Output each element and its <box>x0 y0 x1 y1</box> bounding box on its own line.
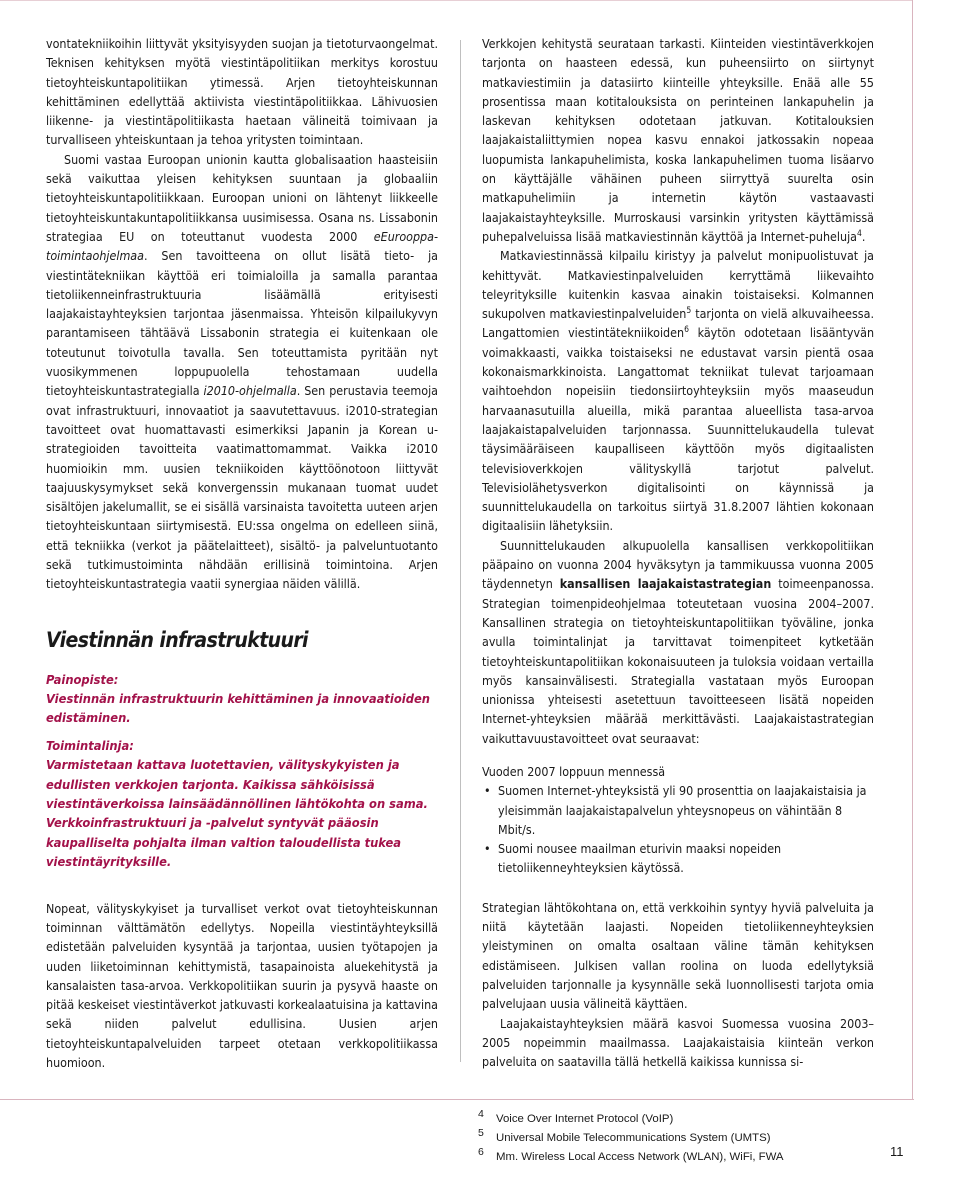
text-run: . <box>861 228 866 244</box>
page-frame-top <box>0 0 913 1</box>
left-paragraph-3: Nopeat, välityskykyiset ja turvalliset verkot ovat tietoyhteiskunnan toiminnan välttämätön edellytys. Nopeilla viestintäyhteyksillä edistetään palveluiden kysyntää ja tarjontaa, uusien työtapojen ja uuden liiketoiminnan kehittymistä, tasapainoista aluekehitystä ja kansalaisten tasa-arvoa. Verkkopolitiikan suurin ja pysyvä haaste on pitää keskeiset viestintäverkot jatkuvasti korkealaatuisina ja kattavina sekä niiden palvelut edullisina. Uusien arjen tietoyhteiskuntapalveluiden tarpeet otetaan verkkopolitiikassa huomioon. <box>46 900 438 1071</box>
right-paragraph-5: Laajakaistayhteyksien määrä kasvoi Suomessa vuosina 2003–2005 nopeimmin maailmassa. Laajakaistaisia kiinteän verkon palveluita on saatavilla tällä hetkellä kaikissa kunnissa si- <box>482 1015 874 1070</box>
footnote-ref-5: 5 <box>686 306 692 317</box>
footnote-number: 4 <box>478 1108 484 1120</box>
footnote-text: Voice Over Internet Protocol (VoIP) <box>496 1113 674 1125</box>
text-run: käytön odotetaan lisääntyvän voimakkaasti, vaikka toistaiseksi ne edustavat varsin pientä osaa kokonaismarkkinoista. Langattomat tekniikat tulevat tarjoamaan vaihtoehdon nopeisiin tiedonsiirtoyhteyksiin myös maaseudun harvaanasutuilla alueilla, mikä parantaa alueellista tasa-arvoa laajakaistapalveluiden tarjonnassa. Suunnittelukaudella tulevat täysimääräiseen kaupalliseen käyttöön myös digitaalisten televisioverkkojen välityskyllä tarjotut palvelut. Televisiolähetysverkon digitalisointi on käynnissä ja suunnittelukaudella on tarkoitus siirtyä 31.8.2007 lähtien kokonaan digitaalisiin lähetyksiin. <box>482 325 875 534</box>
footnote-text: Mm. Wireless Local Access Network (WLAN), WiFi, FWA <box>496 1151 784 1163</box>
page-frame-bottom <box>0 1099 914 1100</box>
policy-focus-box <box>46 671 438 873</box>
left-paragraph-1: vontatekniikoihin liittyvät yksityisyyden suojan ja tietoturvaongelmat. Teknisen kehityksen myötä viestintäpolitiikan merkitys korostuu tietoyhteiskuntapolitiikan ytimessä. Arjen tietoyhteiskunnan kehittäminen edellyttää aktiivista viestintäpolitiikkaa. Lähivuosien liikenne- ja viestintäpolitiikasta haetaan välineitä toimivaan ja turvalliseen yhteiskuntaan ja tehoa yritysten toimintaan. <box>46 36 438 148</box>
footnotes <box>478 1110 858 1167</box>
left-paragraph-2 <box>46 150 438 594</box>
footnote-6 <box>478 1148 858 1167</box>
document-page <box>46 34 876 1094</box>
column-divider <box>460 40 461 1062</box>
bullet-icon: • <box>484 841 491 857</box>
right-paragraph-2 <box>482 246 874 535</box>
footnote-number: 6 <box>478 1146 484 1158</box>
spacer <box>482 878 874 898</box>
footnote-4 <box>478 1110 858 1129</box>
list-item <box>482 839 874 878</box>
focus-text: Viestinnän infrastruktuurin kehittäminen ja innovaatioiden edistäminen. <box>46 692 430 727</box>
footnote-number: 5 <box>478 1127 484 1139</box>
emphasis-eeurope: eEurooppa-toimintaohjelmaa <box>46 228 438 264</box>
right-column <box>482 34 874 1071</box>
focus-label: Painopiste: <box>46 672 119 688</box>
text-run: Matkaviestinnässä kilpailu kiristyy ja palvelut monipuolistuvat ja kehittyvät. Matkaviestinpalveluiden kerryttämä liikevaihto teleyrityksille kuitenkin kasvaa ainakin toistaiseksi. Kolmannen sukupolven matkaviestinpalveluiden <box>482 248 874 322</box>
target-list <box>482 781 874 877</box>
list-item-text: Suomen Internet-yhteyksistä yli 90 prosenttia on laajakaistaisia ja yleisimmän laajakaistapalvelun yhteysnopeus on vähintään 8 Mbit/s. <box>498 783 867 837</box>
line-label: Toimintalinja: <box>46 738 134 754</box>
list-item-text: Suomi nousee maailman eturivin maaksi nopeiden tietoliikenneyhteyksien käytössä. <box>498 841 782 876</box>
left-column <box>46 34 438 1072</box>
spacer <box>482 748 874 762</box>
right-paragraph-3 <box>482 536 874 748</box>
text-run: tarjonta on vielä alkuvaiheessa. Langattomien viestintätekniikoiden <box>482 306 874 341</box>
footnote-text: Universal Mobile Telecommunications System (UMTS) <box>496 1132 771 1144</box>
text-run: . Sen tavoitteena on ollut lisätä tieto- ja viestintätekniikan käyttöä eri toimialoilla ja samalla parantaa tietoliikenneinfrastruktuuria lisäämällä erityisesti laajakaistayhteyksien tarjontaa jäsenmaissa. Yhteisön kilpailukyvyn parantamiseen tähtäävä Lissabonin strategia ei kuitenkaan ole toteutunut toivotulla tavalla. Sen toteuttamista pyritään nyt vuosikymmenen loppupuolella tehostamaan uudella tietoyhteiskuntastrategialla <box>46 248 438 399</box>
list-item <box>482 781 874 839</box>
page-number: 11 <box>890 1144 904 1159</box>
bold-strategy-name: kansallisen laajakaistastrategian <box>559 576 772 592</box>
right-paragraph-1 <box>482 34 874 246</box>
emphasis-i2010: i2010-ohjelmalla <box>203 383 297 399</box>
footnote-5 <box>478 1129 858 1148</box>
section-heading: Viestinnän infrastruktuuri <box>46 627 308 652</box>
text-run: toimeenpanossa. Strategian toimenpideohjelmaa toteutetaan vuosina 2004–2007. Kansallinen strategia on tietoyhteiskuntapolitiikan työväline, jonka avulla toimintalinjat ja tarvittavat toimenpiteet kytketään tietoyhteiskuntapolitiikan kokonaisuuteen ja tuloksia voidaan vertailla myös kansainvälisesti. Strategialla vastataan myös Euroopan unionissa yhteisesti asetettuun tavoitteeseen lisätä nopeiden Internet-yhteyksien määrää merkittävästi. Laajakaistastrategian vaikuttavuustavoitteet ovat seuraavat: <box>482 576 874 746</box>
right-paragraph-4: Strategian lähtökohtana on, että verkkoihin syntyy hyviä palveluita ja niitä käytetään laajasti. Nopeiden tietoliikenneyhteyksien yleistyminen on omalta osaltaan väline tämän kehityksen edistämiseen. Julkisen vallan roolina on luoda edellytyksiä palveluiden tarjonnalle ja kysynnälle sekä luonnollisesti tarjota omia palvelujaan uusia välineitä käyttäen. <box>482 899 874 1012</box>
footnote-ref-4: 4 <box>857 228 862 239</box>
text-run: . Sen perustavia teemoja ovat infrastruktuuri, innovaatiot ja saavutettavuus. i2010-strategian tavoitteet ovat huomattavasti esimerkiksi Japanin ja Korean u-strategioiden tavoitteita vaatimattomammat. Vaikka i2010 huomioikin mm. uusien tekniikoiden käyttöönotoon liittyvät taajuuskysymykset sekä konvergenssin mukanaan tuomat uudet sisältöjen jakelumallit, se ei sisällä varsinaista tavoitetta uuteen arjen tietoyhteiskuntaan siirtymisestä. EU:ssa ongelma on edelleen siinä, että tekniikka (verkot ja päätelaitteet), sisältö- ja palveluntuotanto sekä tutkimustoiminta nähdään erillisinä toimintoina. Arjen tietoyhteiskuntastrategia vaatii synergiaa näiden välillä. <box>46 383 438 592</box>
text-run: Suomi vastaa Euroopan unionin kautta globalisaation haasteisiin sekä vaikuttaa yleisen kehityksen suuntaan ja globaaliin tietoyhteiskuntapolitiikkaan. Euroopan unioni on lähtenyt liikkeelle tietoyhteiskuntakuntapolitiikkansa uusimisessa. Osana ns. Lissabonin strategiaa EU on toteuttanut vuodesta 2000 <box>46 151 438 244</box>
footnote-ref-6: 6 <box>684 325 689 336</box>
text-run: Verkkojen kehitystä seurataan tarkasti. Kiinteiden viestintäverkkojen tarjonta on haasteen edessä, kun puheensiirto on siirtynyt matkaviestimiin ja datasiirto kiinteille yhteyksille. Enää alle 55 prosentissa maan kotitalouksista on perinteinen lankapuhelin ja laskevan kehityksen odotetaan jatkuvan. Kotitalouksien laajakaistaliittymien nopea kasvu ennakoi jatkossakin nopeaa luopumista lankapuhelimista, koska lankapuhelimen tuoma lisäarvo on käyttäjälle vähäinen puheen siirryttyä suurelta osin matkapuhelimiin ja internetin käytön vastaavasti laajakaistayhteyksille. Murroskausi varsinkin yritysten käyttämissä puhepalveluissa lisää matkaviestinnän käyttöä ja Internet-puheluja <box>482 36 874 244</box>
page-frame-right <box>912 0 913 1100</box>
line-text: Varmistetaan kattava luotettavien, välityskykyisten ja edullisten verkkojen tarjonta. Kaikissa sähköisissä viestintäverkoissa lainsäädännöllinen lähtökohta on sama. Verkkoinfrastruktuuri ja -palvelut syntyvät pääosin kaupalliselta pohjalta ilman valtion taloudellista tukea viestintäyrityksille. <box>46 758 428 871</box>
bullet-icon: • <box>484 783 491 799</box>
list-intro: Vuoden 2007 loppuun mennessä <box>482 763 666 779</box>
text-run: Suunnittelukauden alkupuolella kansallisen verkkopolitiikan pääpaino on vuonna 2004 hyväksytyn ja tammikuussa vuonna 2005 täydennetyn <box>482 537 874 592</box>
